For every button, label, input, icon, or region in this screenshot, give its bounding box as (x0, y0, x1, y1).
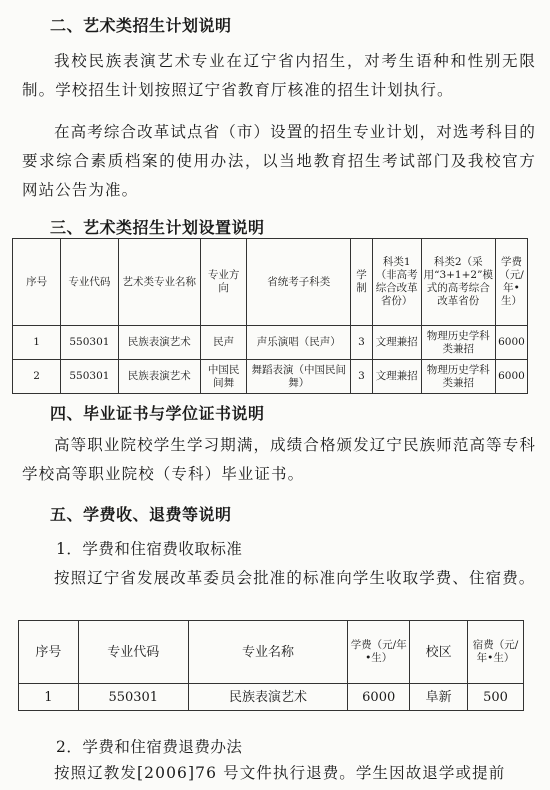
table-cell: 6000 (348, 684, 410, 711)
table-cell: 中国民间舞 (200, 360, 246, 394)
header-cell: 宿费（元/年•生） (468, 621, 524, 684)
enrollment-plan-table (12, 238, 528, 394)
table-cell: 500 (468, 684, 524, 711)
section-2-paragraph-1: 我校民族表演艺术专业在辽宁省内招生，对考生语种和性别无限制。学校招生计划按照辽宁省教育厅核准的招生计划执行。 (22, 52, 536, 99)
section-5-paragraph-2: 按照辽教发[2006]76 号文件执行退费。学生因故退学或提前 (54, 764, 506, 782)
table-cell: 物理历史学科类兼招 (421, 360, 495, 394)
header-cell: 学费（元/年•生） (495, 239, 527, 326)
table-row (19, 684, 524, 711)
table-cell: 6000 (495, 326, 527, 360)
table-cell: 1 (19, 684, 79, 711)
table-cell: 550301 (78, 684, 188, 711)
table-header-row (19, 621, 524, 684)
table-row (13, 326, 528, 360)
table-cell: 文理兼招 (372, 360, 421, 394)
table-cell: 声乐演唱（民声） (247, 326, 351, 360)
table-cell: 民族表演艺术 (188, 684, 348, 711)
section-4-heading: 四、毕业证书与学位证书说明 (50, 404, 265, 423)
section-5-subheading-2: 2．学费和住宿费退费办法 (56, 738, 243, 756)
header-cell: 艺术类专业名称 (118, 239, 200, 326)
header-cell: 专业名称 (188, 621, 348, 684)
table-cell: 550301 (61, 360, 118, 394)
header-cell: 专业方向 (200, 239, 246, 326)
fee-table (18, 620, 524, 711)
section-4-paragraph-1: 高等职业院校学生学习期满，成绩合格颁发辽宁民族师范高等专科学校高等职业院校（专科）毕业证书。 (22, 436, 536, 483)
header-cell: 序号 (13, 239, 61, 326)
table-cell: 550301 (61, 326, 118, 360)
header-cell: 专业代码 (61, 239, 118, 326)
section-3-heading: 三、艺术类招生计划设置说明 (50, 218, 265, 237)
header-cell: 校区 (410, 621, 468, 684)
table-header-row (13, 239, 528, 326)
table-cell: 物理历史学科类兼招 (421, 326, 495, 360)
header-cell: 科类1（非高考综合改革省份） (372, 239, 421, 326)
table-cell: 阜新 (410, 684, 468, 711)
header-cell: 序号 (19, 621, 79, 684)
header-cell: 科类2（采用“3+1+2”模式的高考综合改革省份 (421, 239, 495, 326)
header-cell: 专业代码 (78, 621, 188, 684)
header-cell: 省统考子科类 (247, 239, 351, 326)
header-cell: 学制 (351, 239, 373, 326)
table-cell: 舞蹈表演（中国民间舞） (247, 360, 351, 394)
section-2-heading: 二、艺术类招生计划说明 (50, 16, 232, 35)
section-2-paragraph-2: 在高考综合改革试点省（市）设置的招生专业计划，对选考科目的要求综合素质档案的使用办法，以当地教育招生考试部门及我校官方网站公告为准。 (22, 123, 536, 199)
table-cell: 民声 (200, 326, 246, 360)
table-cell: 3 (351, 326, 373, 360)
section-5-subheading-1: 1．学费和住宿费收取标准 (56, 540, 243, 558)
table-cell: 3 (351, 360, 373, 394)
section-5-heading: 五、学费收、退费等说明 (50, 505, 232, 524)
table-row (13, 360, 528, 394)
table-cell: 1 (13, 326, 61, 360)
table-cell: 民族表演艺术 (118, 360, 200, 394)
section-5-paragraph-1: 按照辽宁省发展改革委员会批准的标准向学生收取学费、住宿费。 (54, 569, 536, 587)
table-cell: 2 (13, 360, 61, 394)
table-cell: 文理兼招 (372, 326, 421, 360)
table-cell: 民族表演艺术 (118, 326, 200, 360)
table-cell: 6000 (495, 360, 527, 394)
header-cell: 学费（元/年•生） (348, 621, 410, 684)
